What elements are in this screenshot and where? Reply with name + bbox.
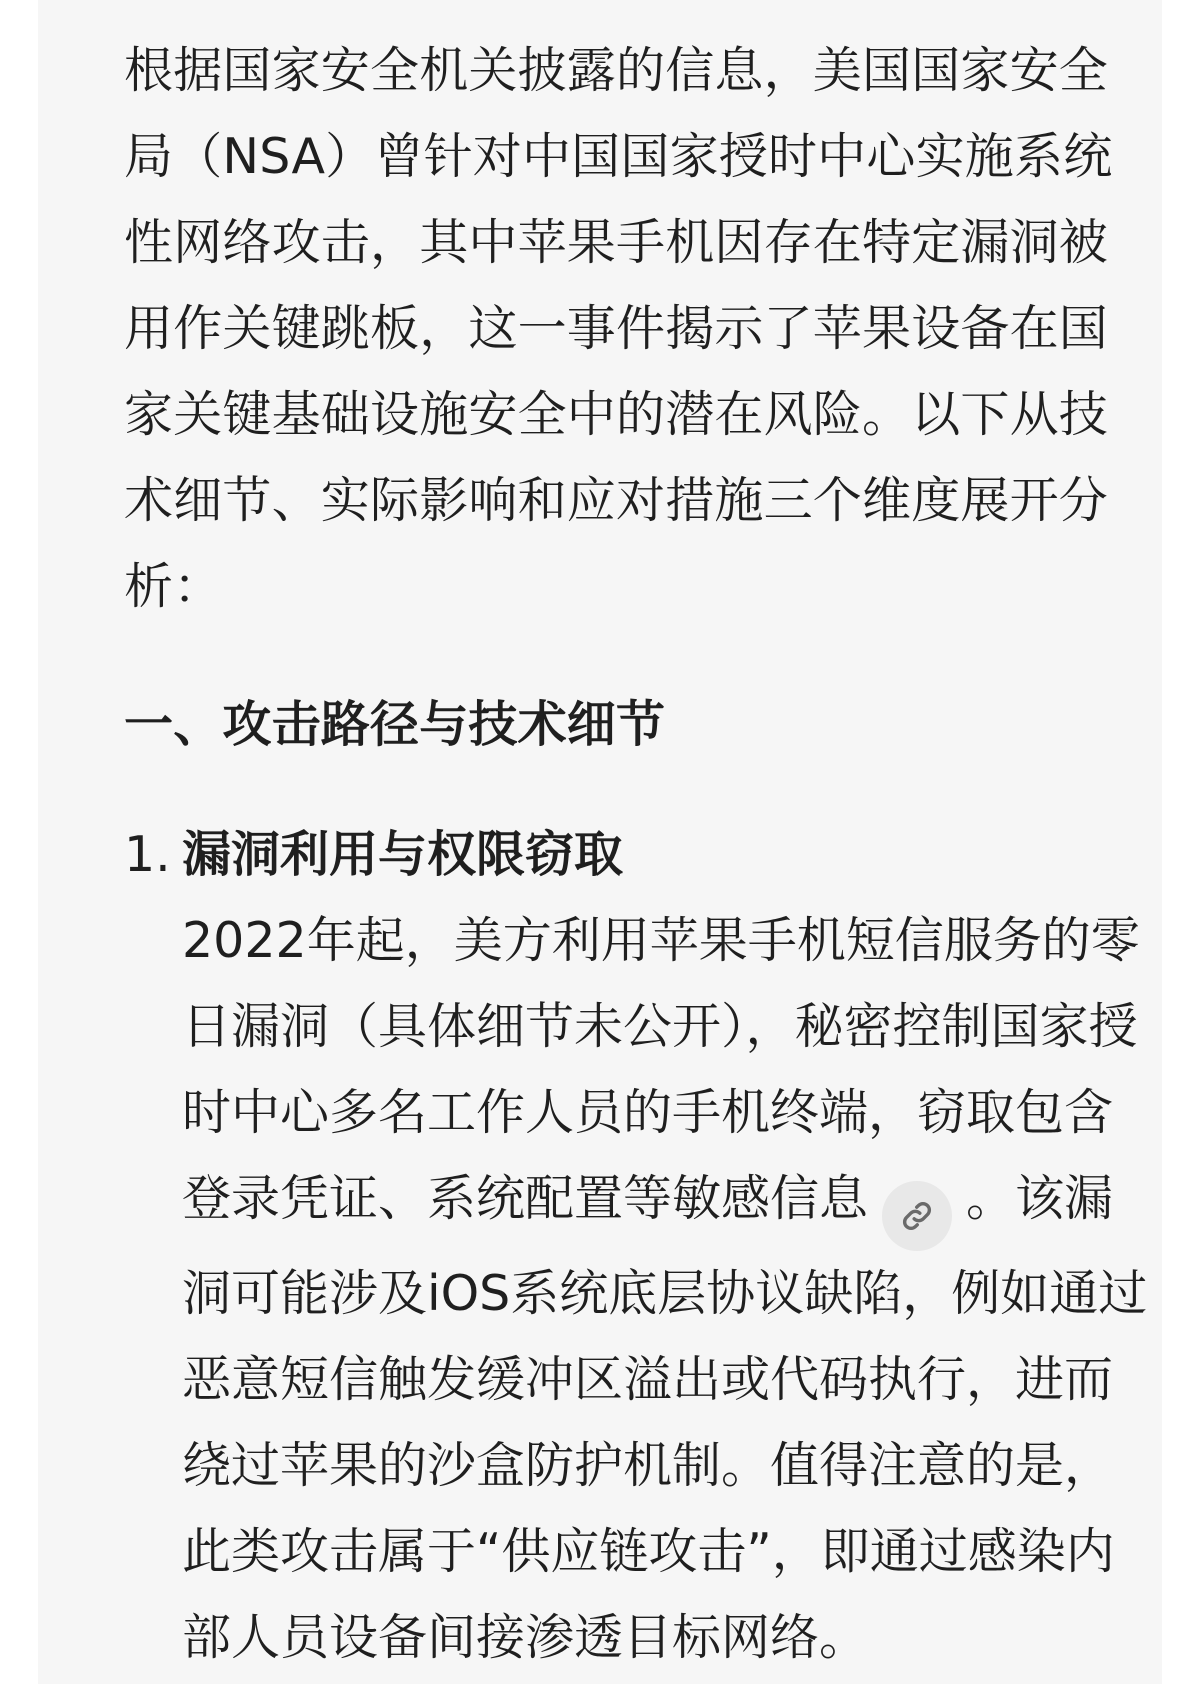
list-item-title: 漏洞利用与权限窃取 [182,826,624,883]
intro-paragraph: 根据国家安全机关披露的信息，美国国家安全局（NSA）曾针对中国国家授时中心实施系统性网络攻击，其中苹果手机因存在特定漏洞被用作关键跳板，这一事件揭示了苹果设备在国家关键基础设施安全中的潜在风险。以下从技术细节、实际影响和应对措施三个维度展开分析： [124,42,1113,615]
list-item-title-row [124,812,1154,898]
list-item-body [182,898,1154,1681]
list-item-number: 1. [124,826,171,883]
article-content [124,28,1154,1681]
link-icon[interactable] [882,1181,952,1251]
list-item-body-text-part2: 。该漏洞可能涉及iOS系统底层协议缺陷，例如通过恶意短信触发缓冲区溢出或代码执行，进而绕过苹果的沙盒防护机制。值得注意的是，此类攻击属于“供应链攻击”，即通过感染内部人员设备间接渗透目标网络。 [182,1170,1148,1666]
article-card [38,0,1162,1684]
list-item-body-text-part1: 2022年起，美方利用苹果手机短信服务的零日漏洞（具体细节未公开），秘密控制国家授时中心多名工作人员的手机终端，窃取包含登录凭证、系统配置等敏感信息 [182,912,1140,1227]
section-heading: 一、攻击路径与技术细节 [124,696,666,753]
